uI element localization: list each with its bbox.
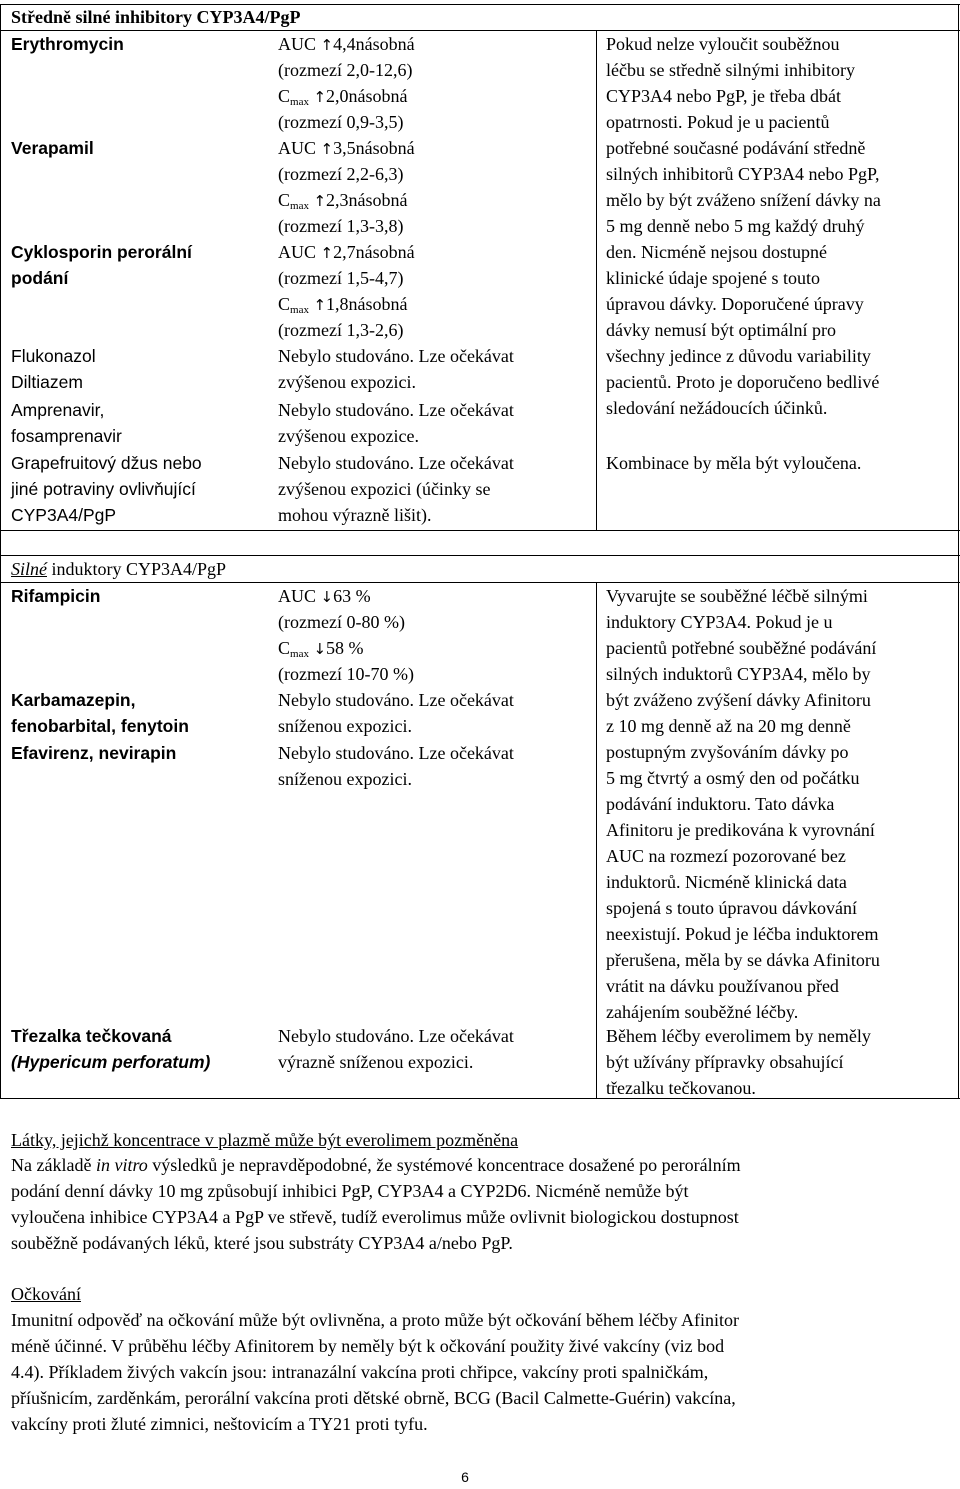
- effect-text: $C_{max}$ ↑1,8násobná: [278, 294, 408, 316]
- effect-text: AUC ↓63 %: [278, 586, 371, 606]
- recommendation-text: induktorů. Nicméně klinická data: [606, 872, 847, 892]
- effect-range: (rozmezí 10-70 %): [278, 664, 414, 684]
- recommendation-text: neexistují. Pokud je léčba induktorem: [606, 924, 879, 944]
- drug-name: podání: [11, 268, 69, 288]
- effect-text: AUC ↑4,4násobná: [278, 34, 415, 54]
- recommendation-text: AUC na rozmezí pozorované bez: [606, 846, 846, 866]
- recommendation-text: Vyvarujte se souběžné léčbě silnými: [606, 586, 868, 606]
- drug-name: Erythromycin: [11, 34, 124, 54]
- effect-text: zvýšenou expozici.: [278, 372, 416, 392]
- table-rule: [0, 530, 960, 531]
- paragraph-line: vakcíny proti žluté zimnici, neštovicím a TY21 proti tyfu.: [11, 1414, 428, 1434]
- arrow-down-icon: ↓: [313, 640, 327, 658]
- recommendation-text: zahájením souběžné léčby.: [606, 1002, 799, 1022]
- drug-name: Efavirenz, nevirapin: [11, 743, 177, 763]
- table-rule: [958, 4, 959, 1098]
- recommendation-text: pacientů. Proto je doporučeno bedlivé: [606, 372, 880, 392]
- effect-text: zvýšenou expozici (účinky se: [278, 479, 491, 499]
- recommendation-text: třezalku tečkovanou.: [606, 1078, 756, 1098]
- recommendation-text: být zváženo zvýšení dávky Afinitoru: [606, 690, 871, 710]
- recommendation-text: 5 mg čtvrtý a osmý den od počátku: [606, 768, 860, 788]
- effect-text: $C_{max}$ ↑2,0násobná: [278, 86, 408, 108]
- recommendation-text: sledování nežádoucích účinků.: [606, 398, 828, 418]
- recommendation-text: z 10 mg denně až na 20 mg denně: [606, 716, 851, 736]
- effect-text: $C_{max}$ ↓58 %: [278, 638, 364, 660]
- page-number: 6: [461, 1469, 469, 1485]
- drug-name: Grapefruitový džus nebo: [11, 453, 202, 473]
- recommendation-text: CYP3A4 nebo PgP, je třeba dbát: [606, 86, 841, 106]
- drug-name: (Hypericum perforatum): [11, 1052, 211, 1072]
- effect-text: výrazně sníženou expozici.: [278, 1052, 474, 1072]
- effect-text: sníženou expozici.: [278, 769, 412, 789]
- drug-name: jiné potraviny ovlivňující: [11, 479, 196, 499]
- effect-range: (rozmezí 2,0-12,6): [278, 60, 413, 80]
- paragraph-line: 4.4). Příkladem živých vakcín jsou: intranazální vakcína proti chřipce, vakcíny proti spalničkám,: [11, 1362, 709, 1382]
- paragraph-line: příušnicím, zarděnkám, perorální vakcína proti dětské obrně, BCG (Bacil Calmette-Guérin) vakcína,: [11, 1388, 736, 1408]
- effect-range: (rozmezí 1,3-3,8): [278, 216, 404, 236]
- arrow-up-icon: ↑: [320, 244, 334, 262]
- effect-text: AUC ↑2,7násobná: [278, 242, 415, 262]
- recommendation-text: silných induktorů CYP3A4, mělo by: [606, 664, 871, 684]
- effect-text: Nebylo studováno. Lze očekávat: [278, 346, 514, 366]
- drug-name: Třezalka tečkovaná: [11, 1026, 172, 1046]
- arrow-up-icon: ↑: [320, 36, 334, 54]
- effect-text: Nebylo studováno. Lze očekávat: [278, 1026, 514, 1046]
- recommendation-text: induktory CYP3A4. Pokud je u: [606, 612, 833, 632]
- recommendation-text: postupným zvyšováním dávky po: [606, 742, 849, 762]
- recommendation-text: Během léčby everolimem by neměly: [606, 1026, 871, 1046]
- effect-text: $C_{max}$ ↑2,3násobná: [278, 190, 408, 212]
- effect-range: (rozmezí 0-80 %): [278, 612, 405, 632]
- paragraph-line: podání denní dávky 10 mg způsobují inhibici PgP, CYP3A4 a CYP2D6. Nicméně nemůže být: [11, 1181, 689, 1201]
- effect-text: AUC ↑3,5násobná: [278, 138, 415, 158]
- recommendation-text: Pokud nelze vyloučit souběžnou: [606, 34, 840, 54]
- heading-substances: Látky, jejichž koncentrace v plazmě může být everolimem pozměněna: [11, 1130, 519, 1150]
- paragraph-line: Na základě in vitro výsledků je nepravděpodobné, že systémové koncentrace dosažené po perorálním: [11, 1155, 741, 1175]
- drug-name: Verapamil: [11, 138, 94, 158]
- drug-name: Karbamazepin,: [11, 690, 136, 710]
- drug-name: Diltiazem: [11, 372, 83, 392]
- recommendation-text: podávání induktoru. Tato dávka: [606, 794, 835, 814]
- paragraph-line: vyloučena inhibice CYP3A4 a PgP ve střevě, tudíž everolimus může ovlivnit biologickou dostupnost: [11, 1207, 739, 1227]
- paragraph-line: souběžně podávaných léků, které jsou substráty CYP3A4 a/nebo PgP.: [11, 1233, 513, 1253]
- effect-range: (rozmezí 1,5-4,7): [278, 268, 404, 288]
- drug-name: Rifampicin: [11, 586, 101, 606]
- effect-text: Nebylo studováno. Lze očekávat: [278, 690, 514, 710]
- recommendation-text: den. Nicméně nejsou dostupné: [606, 242, 827, 262]
- table-rule: [0, 4, 1, 1098]
- effect-text: Nebylo studováno. Lze očekávat: [278, 743, 514, 763]
- recommendation-text: klinické údaje spojené s touto: [606, 268, 820, 288]
- effect-text: zvýšenou expozice.: [278, 426, 419, 446]
- drug-name: Amprenavir,: [11, 400, 105, 420]
- effect-text: sníženou expozici.: [278, 716, 412, 736]
- effect-text: Nebylo studováno. Lze očekávat: [278, 400, 514, 420]
- drug-name: fenobarbital, fenytoin: [11, 716, 189, 736]
- paragraph-line: méně účinné. V průběhu léčby Afinitorem by neměly být k očkování použity živé vakcíny (viz bod: [11, 1336, 725, 1356]
- recommendation-text: spojená s touto úpravou dávkování: [606, 898, 857, 918]
- drug-name: fosamprenavir: [11, 426, 122, 446]
- arrow-up-icon: ↑: [313, 296, 327, 314]
- recommendation-text: mělo by být zváženo snížení dávky na: [606, 190, 881, 210]
- recommendation-text: Afinitoru je predikována k vyrovnání: [606, 820, 875, 840]
- paragraph-line: Imunitní odpověď na očkování může být ovlivněna, a proto může být očkování během léčby Afinitor: [11, 1310, 739, 1330]
- drug-name: Flukonazol: [11, 346, 96, 366]
- arrow-down-icon: ↓: [320, 588, 334, 606]
- section-title-strong-inducers: Silné induktory CYP3A4/PgP: [11, 559, 227, 579]
- arrow-up-icon: ↑: [320, 140, 334, 158]
- drug-name: CYP3A4/PgP: [11, 505, 117, 525]
- arrow-up-icon: ↑: [313, 88, 327, 106]
- recommendation-text: opatrnosti. Pokud je u pacientů: [606, 112, 830, 132]
- table-rule: [596, 582, 597, 1098]
- recommendation-text: pacientů potřebné souběžné podávání: [606, 638, 877, 658]
- section-title-moderate-inhibitors: Středně silné inhibitory CYP3A4/PgP: [11, 7, 301, 27]
- drug-name: Cyklosporin perorální: [11, 242, 192, 262]
- recommendation-text: potřebné současné podávání středně: [606, 138, 866, 158]
- table-rule: [596, 30, 597, 530]
- recommendation-text: dávky nemusí být optimální pro: [606, 320, 836, 340]
- recommendation-text: léčbu se středně silnými inhibitory: [606, 60, 855, 80]
- recommendation-text: úpravou dávky. Doporučené úpravy: [606, 294, 864, 314]
- heading-vaccination: Očkování: [11, 1284, 81, 1304]
- effect-range: (rozmezí 1,3-2,6): [278, 320, 404, 340]
- effect-range: (rozmezí 0,9-3,5): [278, 112, 404, 132]
- effect-range: (rozmezí 2,2-6,3): [278, 164, 404, 184]
- recommendation-text: Kombinace by měla být vyloučena.: [606, 453, 862, 473]
- effect-text: mohou výrazně lišit).: [278, 505, 432, 525]
- recommendation-text: silných inhibitorů CYP3A4 nebo PgP,: [606, 164, 880, 184]
- recommendation-text: 5 mg denně nebo 5 mg každý druhý: [606, 216, 865, 236]
- recommendation-text: vrátit na dávku používanou před: [606, 976, 839, 996]
- recommendation-text: přerušena, měla by se dávka Afinitoru: [606, 950, 880, 970]
- effect-text: Nebylo studováno. Lze očekávat: [278, 453, 514, 473]
- recommendation-text: být užívány přípravky obsahující: [606, 1052, 844, 1072]
- arrow-up-icon: ↑: [313, 192, 327, 210]
- table-rule: [0, 1098, 960, 1099]
- recommendation-text: všechny jedince z důvodu variability: [606, 346, 871, 366]
